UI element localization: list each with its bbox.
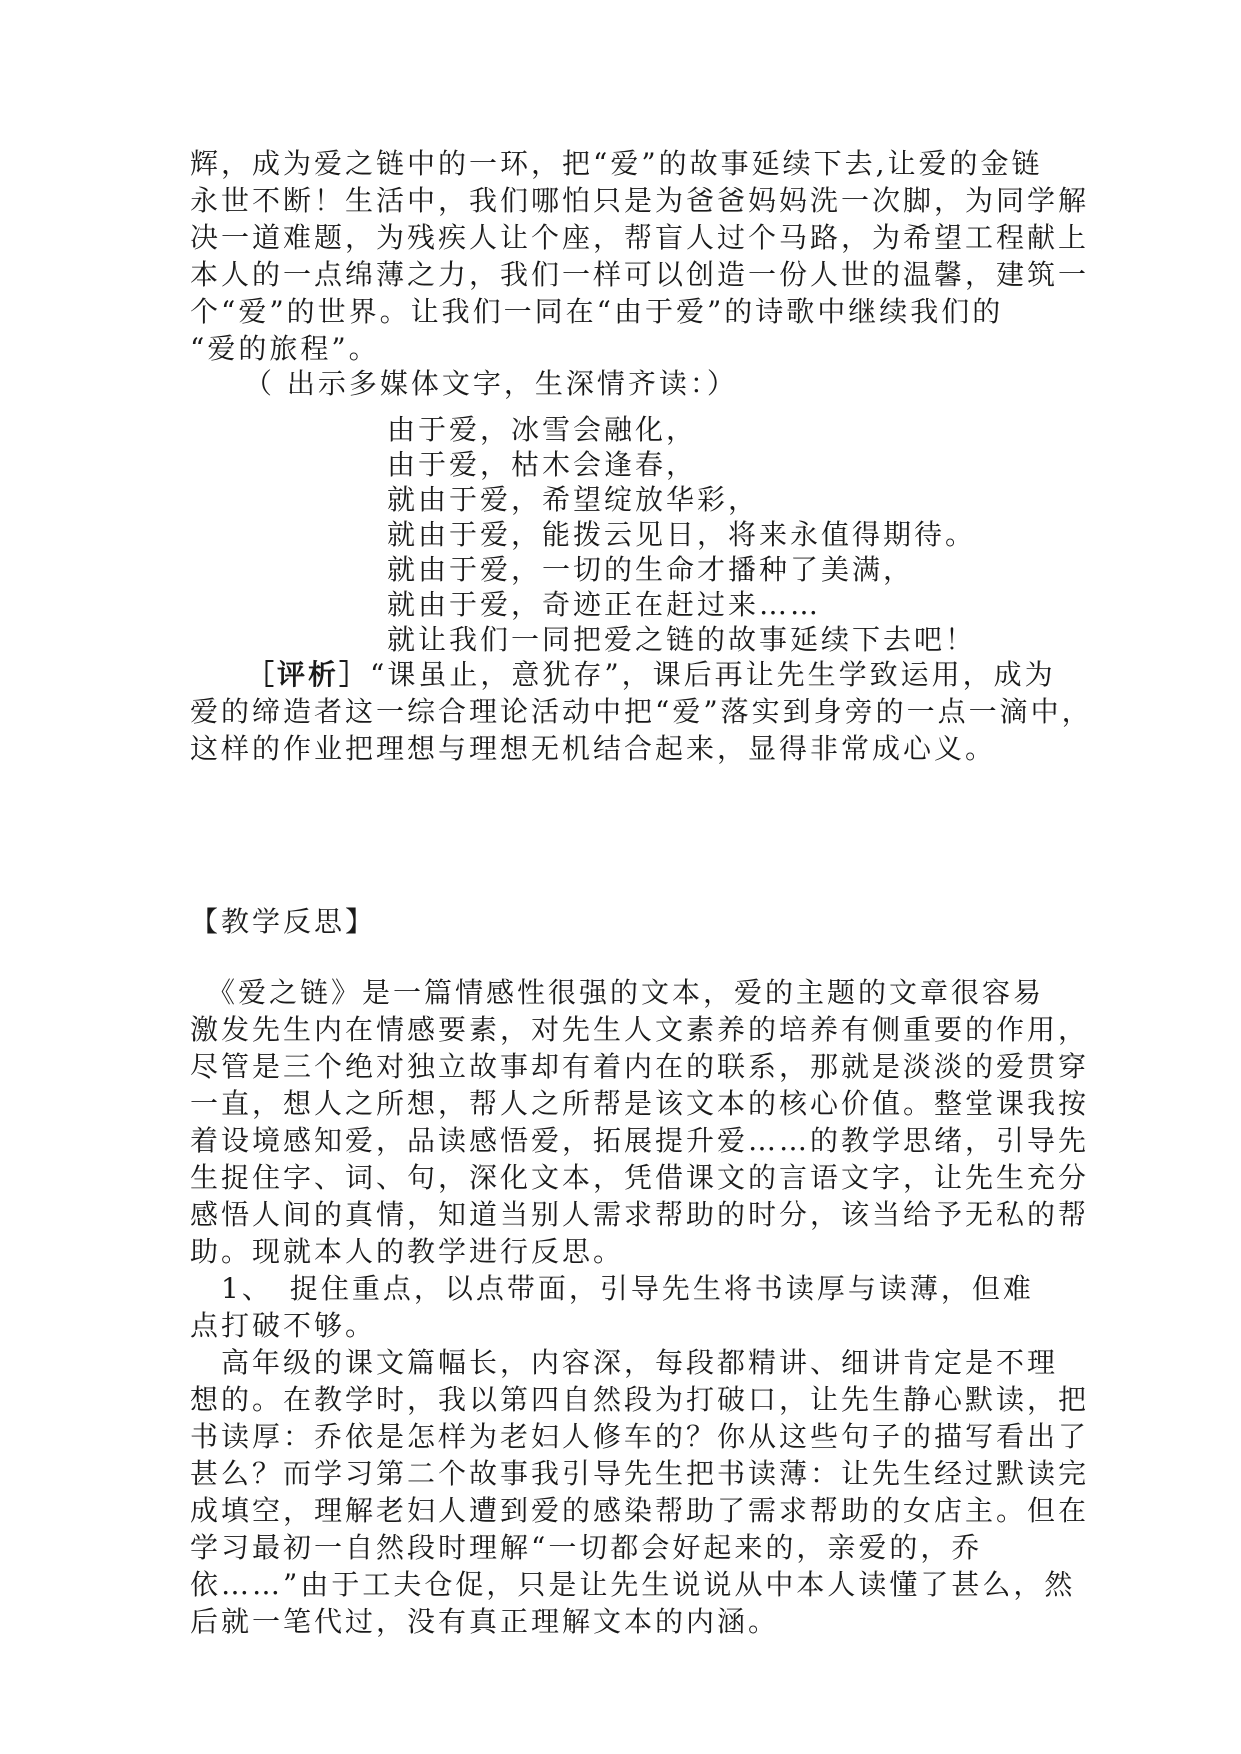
instruction-line: （ 出示多媒体文字，生深情齐读：） [244,367,738,400]
body-line: 本人的一点绵薄之力，我们一样可以创造一份人世的温馨，建筑一 [190,258,1090,291]
reflection-line: 一直，想人之所想，帮人之所帮是该文本的核心价值。整堂课我按 [190,1087,1090,1120]
reflection-line: 感悟人间的真情，知道当别人需求帮助的时分，该当给予无私的帮 [190,1198,1090,1231]
poem-line: 就由于爱，一切的生命才播种了美满， [387,553,915,586]
comment-label: ［评析］ [246,658,371,691]
poem-line: 就由于爱，希望绽放华彩， [387,483,760,516]
body-line: 决一道难题，为残疾人让个座，帮盲人过个马路，为希望工程献上 [190,221,1090,254]
poem-line: 由于爱，冰雪会融化， [387,413,698,446]
comment-line: 爱的缔造者这一综合理论活动中把“爱”落实到身旁的一点一滴中， [190,695,1093,728]
paragraph-line: 甚么？而学习第二个故事我引导先生把书读薄：让先生经过默读完 [190,1457,1090,1490]
reflection-line: 尽管是三个绝对独立故事却有着内在的联系，那就是淡淡的爱贯穿 [190,1050,1090,1083]
reflection-line: 生捉住字、词、句，深化文本，凭借课文的言语文字，让先生充分 [190,1161,1090,1194]
reflection-line: 着设境感知爱，品读感悟爱，拓展提升爱……的教学思绪，引导先 [190,1124,1090,1157]
paragraph-line: 想的。在教学时，我以第四自然段为打破口，让先生静心默读，把 [190,1383,1090,1416]
reflection-line: 《爱之链》是一篇情感性很强的文本，爱的主题的文章很容易 [190,976,1045,1009]
point-line: 1、 捉住重点，以点带面，引导先生将书读厚与读薄，但难 [190,1272,1034,1305]
poem-line: 由于爱，枯木会逢春， [387,448,698,481]
body-line: 永世不断！生活中，我们哪怕只是为爸爸妈妈洗一次脚，为同学解 [190,184,1090,217]
paragraph-line: 后就一笔代过，没有真正理解文本的内涵。 [190,1605,780,1638]
reflection-line: 激发先生内在情感要素，对先生人文素养的培养有侧重要的作用， [190,1013,1090,1046]
comment-text: “课虽止，意犹存”，课后再让先生学致运用，成为 [370,658,1056,691]
body-line: “爱的旅程”。 [190,332,380,365]
paragraph-line: 学习最初一自然段时理解“一切都会好起来的，亲爱的，乔 [190,1531,983,1564]
body-line: 辉，成为爱之链中的一环，把“爱”的故事延续下去,让爱的金链 [190,147,1043,180]
poem-line: 就由于爱，奇迹正在赶过来…… [387,588,822,621]
point-line: 点打破不够。 [190,1309,377,1342]
poem-line: 就由于爱，能拨云见日，将来永值得期待。 [387,518,977,551]
body-line: 个“爱”的世界。让我们一同在“由于爱”的诗歌中继续我们的 [190,295,1004,328]
poem-line: 就让我们一同把爱之链的故事延续下去吧！ [387,623,977,656]
paragraph-line: 高年级的课文篇幅长，内容深，每段都精讲、细讲肯定是不理 [190,1346,1059,1379]
comment-first-line [246,658,1056,692]
section-title: 【教学反思】 [190,905,377,938]
paragraph-line: 成填空，理解老妇人遭到爱的感染帮助了需求帮助的女店主。但在 [190,1494,1090,1527]
reflection-line: 助。现就本人的教学进行反思。 [190,1235,625,1268]
paragraph-line: 依……”由于工夫仓促，只是让先生说说从中本人读懂了甚么，然 [190,1568,1076,1601]
paragraph-line: 书读厚：乔依是怎样为老妇人修车的？你从这些句子的描写看出了 [190,1420,1090,1453]
comment-line: 这样的作业把理想与理想无机结合起来，显得非常成心义。 [190,732,997,765]
